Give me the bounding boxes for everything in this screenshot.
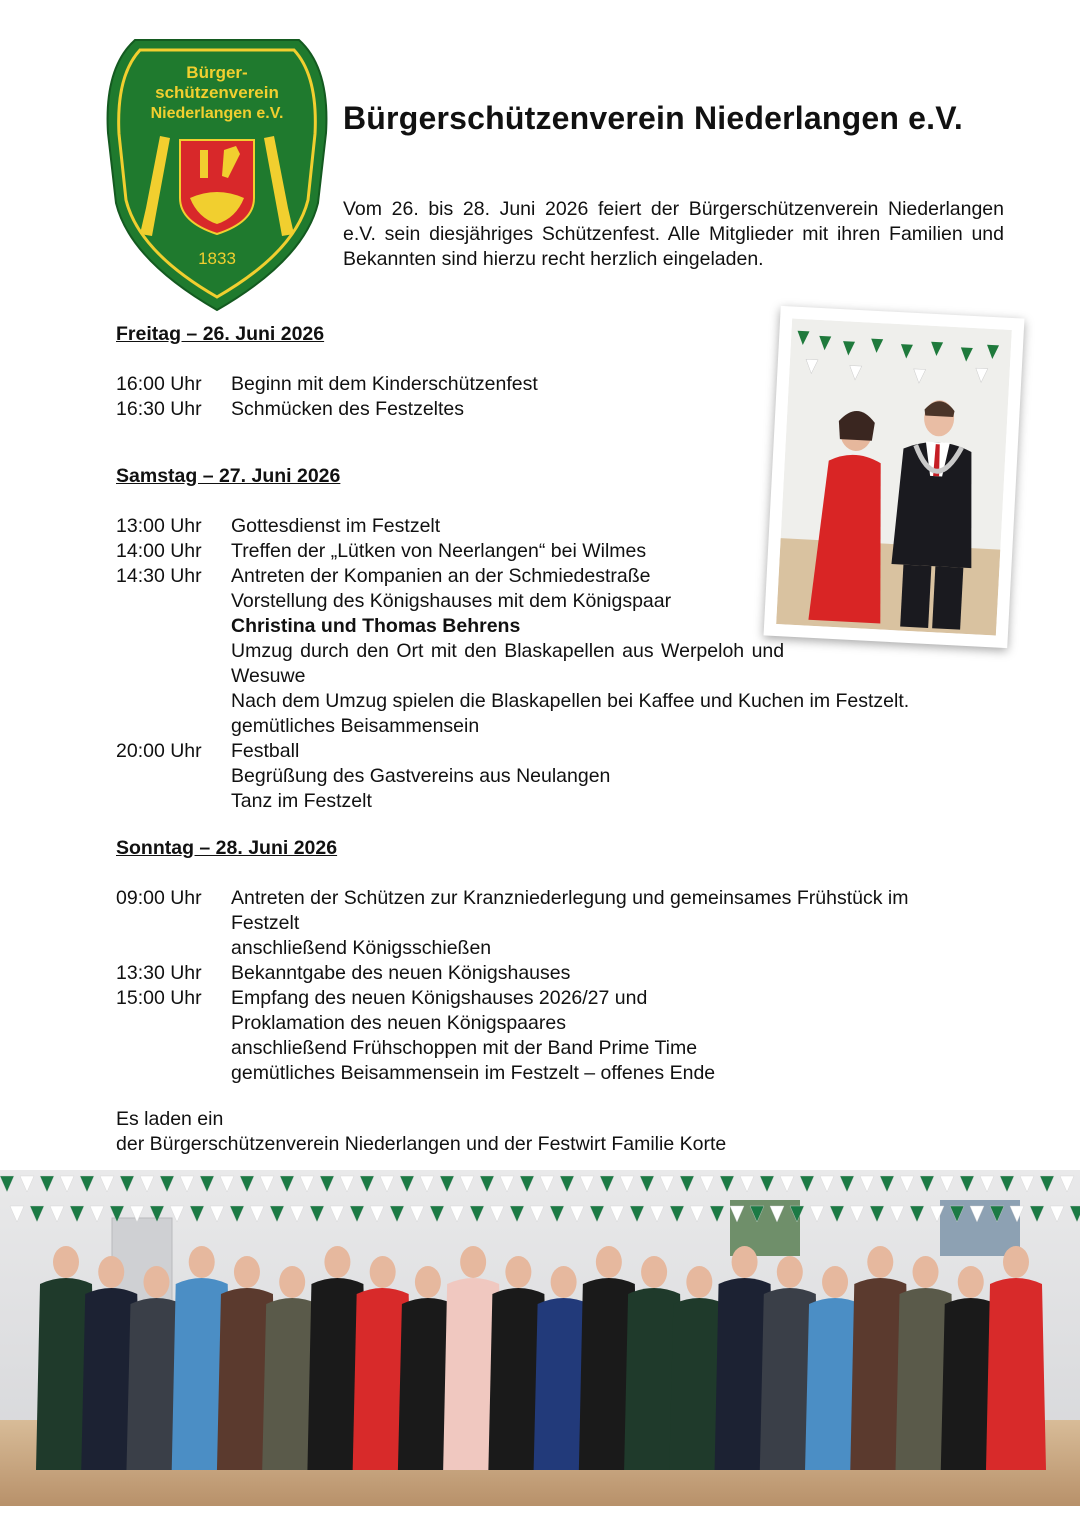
- entry-time: 16:30 Uhr: [116, 398, 202, 420]
- invitation-line1: Es laden ein: [116, 1108, 224, 1130]
- schedule-entry: [116, 739, 909, 814]
- schedule-entry: [116, 986, 908, 1086]
- entry-time: 14:00 Uhr: [116, 540, 202, 562]
- entry-time: 15:00 Uhr: [116, 987, 202, 1009]
- entry-time: 14:30 Uhr: [116, 565, 202, 587]
- entry-text: Nach dem Umzug spielen die Blaskapellen bei Kaffee und Kuchen im Festzelt.: [231, 690, 910, 712]
- entry-text: Umzug durch den Ort mit den Blaskapellen aus Werpeloh und: [231, 640, 785, 662]
- entry-text: anschließend Königsschießen: [231, 937, 492, 959]
- entry-text: Proklamation des neuen Königspaares: [231, 1012, 566, 1034]
- friday-section: [116, 322, 538, 422]
- entry-text: gemütliches Beisammensein im Festzelt – offenes Ende: [231, 1062, 716, 1084]
- entry-time: 13:00 Uhr: [116, 515, 202, 537]
- saturday-section: [116, 464, 909, 814]
- entry-text: Festzelt: [231, 912, 300, 934]
- entry-time: 20:00 Uhr: [116, 740, 202, 762]
- entry-text: gemütliches Beisammensein: [231, 715, 480, 737]
- intro-paragraph: Vom 26. bis 28. Juni 2026 feiert der Bürgerschützenverein Niederlangen e.V. sein diesjähriges Schützenfest. Alle Mitglieder mit ihren Familien und Bekannten sind hierzu recht herzlich eingeladen.: [343, 198, 1004, 270]
- royal-couple-names: Christina und Thomas Behrens: [231, 615, 521, 637]
- page-title: Bürgerschützenverein Niederlangen e.V.: [343, 100, 963, 136]
- club-crest-icon: [104, 38, 330, 312]
- group-photo-image: [0, 1170, 1080, 1506]
- entry-text: Festball: [231, 740, 300, 762]
- entry-text: Antreten der Schützen zur Kranzniederlegung und gemeinsames Frühstück im: [231, 887, 909, 909]
- schedule-entry: [116, 539, 909, 564]
- club-logo: [104, 38, 330, 312]
- invitation-line2: der Bürgerschützenverein Niederlangen und der Festwirt Familie Korte: [116, 1133, 727, 1155]
- logo-line2: schützenverein: [155, 83, 279, 102]
- entry-text: Gottesdienst im Festzelt: [231, 515, 441, 537]
- logo-line3: Niederlangen e.V.: [150, 105, 284, 122]
- invitation-closing: [116, 1107, 726, 1157]
- day-heading-saturday: Samstag – 27. Juni 2026: [116, 465, 341, 487]
- entry-text: Bekanntgabe des neuen Königshauses: [231, 962, 571, 984]
- entry-text: Tanz im Festzelt: [231, 790, 372, 812]
- entry-text: Wesuwe: [231, 665, 306, 687]
- entry-time: 09:00 Uhr: [116, 887, 202, 909]
- entry-text: Schmücken des Festzeltes: [231, 398, 465, 420]
- entry-text: anschließend Frühschoppen mit der Band Prime Time: [231, 1037, 698, 1059]
- schedule-entry: [116, 397, 538, 422]
- entry-text: Treffen der „Lütken von Neerlangen“ bei Wilmes: [231, 540, 647, 562]
- entry-text: Empfang des neuen Königshauses 2026/27 und: [231, 987, 648, 1009]
- schedule-entry: [116, 372, 538, 397]
- entry-time: 16:00 Uhr: [116, 373, 202, 395]
- schedule-entry: [116, 514, 909, 539]
- day-heading-friday: Freitag – 26. Juni 2026: [116, 323, 325, 345]
- sunday-section: [116, 836, 908, 1086]
- entry-text: Beginn mit dem Kinderschützenfest: [231, 373, 538, 395]
- schedule-entry: [116, 564, 909, 739]
- entry-text: Antreten der Kompanien an der Schmiedestraße: [231, 565, 651, 587]
- logo-year: 1833: [198, 249, 236, 268]
- entry-text: Begrüßung des Gastvereins aus Neulangen: [231, 765, 611, 787]
- group-photo: [0, 1170, 1080, 1506]
- schedule-entry: [116, 961, 908, 986]
- entry-text: Vorstellung des Königshauses mit dem Königspaar: [231, 590, 672, 612]
- day-heading-sunday: Sonntag – 28. Juni 2026: [116, 837, 338, 859]
- logo-line1: Bürger-: [186, 63, 248, 82]
- schedule-entry: [116, 886, 908, 961]
- entry-time: 13:30 Uhr: [116, 962, 202, 984]
